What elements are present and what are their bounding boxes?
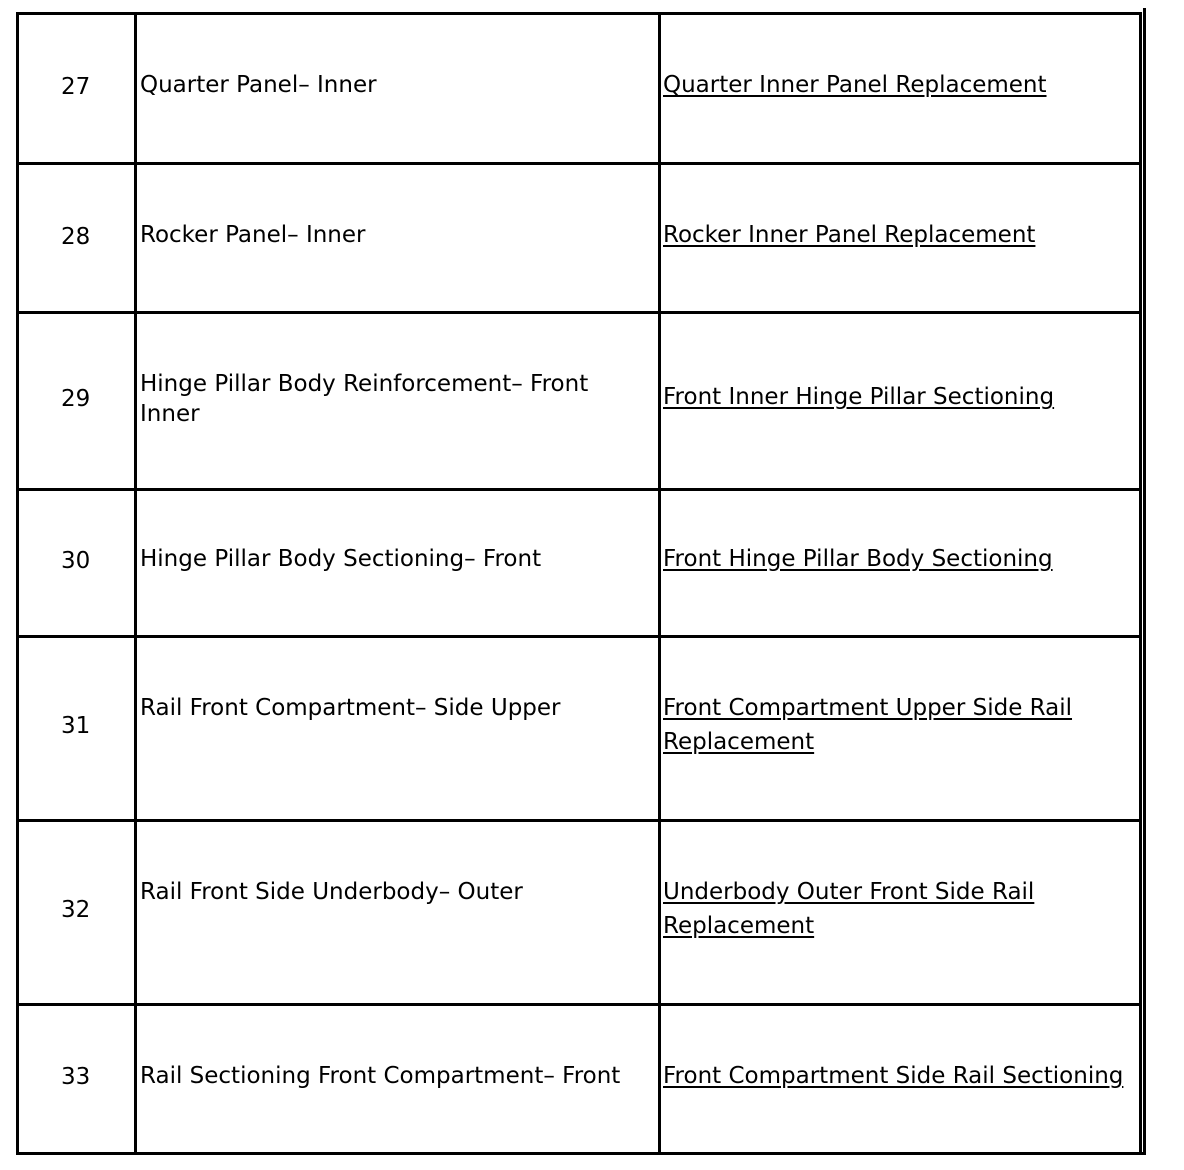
table-bottom-border — [16, 1152, 1146, 1155]
procedure-link[interactable]: Front Inner Hinge Pillar Sectioning — [663, 384, 1055, 410]
table-row — [16, 819, 1146, 1003]
procedure-cell — [658, 162, 1142, 311]
procedure-cell — [658, 12, 1142, 162]
procedure-cell — [658, 819, 1142, 1003]
row-number: 33 — [61, 1064, 91, 1090]
number-cell — [16, 311, 134, 488]
table-row — [16, 1003, 1146, 1152]
component-cell — [134, 488, 658, 635]
procedure-cell — [658, 488, 1142, 635]
number-cell — [16, 635, 134, 819]
row-number: 32 — [61, 897, 91, 923]
component-cell — [134, 819, 658, 1003]
procedure-link[interactable]: Front Compartment Side Rail Sectioning — [663, 1063, 1124, 1089]
table-right-border — [1143, 8, 1146, 1155]
table-row — [16, 162, 1146, 311]
procedure-link[interactable]: Quarter Inner Panel Replacement — [663, 72, 1047, 98]
table-row — [16, 488, 1146, 635]
row-number: 28 — [61, 224, 91, 250]
row-number: 27 — [61, 74, 91, 100]
number-cell — [16, 819, 134, 1003]
component-name: Quarter Panel– Inner — [140, 72, 377, 98]
component-cell — [134, 1003, 658, 1152]
procedure-cell — [658, 635, 1142, 819]
component-name: Rail Front Side Underbody– Outer — [140, 879, 523, 905]
component-name: Rocker Panel– Inner — [140, 222, 366, 248]
number-cell — [16, 12, 134, 162]
row-number: 31 — [61, 713, 91, 739]
component-cell — [134, 12, 658, 162]
procedure-cell — [658, 1003, 1142, 1152]
procedure-link[interactable]: Underbody Outer Front Side Rail Replacement — [663, 879, 1035, 939]
table-row — [16, 311, 1146, 488]
procedure-link[interactable]: Rocker Inner Panel Replacement — [663, 222, 1036, 248]
component-cell — [134, 635, 658, 819]
component-name: Hinge Pillar Body Sectioning– Front — [140, 546, 542, 572]
number-cell — [16, 1003, 134, 1152]
table-row — [16, 12, 1146, 162]
component-name: Rail Sectioning Front Compartment– Front — [140, 1063, 621, 1089]
component-cell — [134, 311, 658, 488]
component-cell — [134, 162, 658, 311]
table-row — [16, 635, 1146, 819]
procedure-link[interactable]: Front Hinge Pillar Body Sectioning — [663, 546, 1053, 572]
row-number: 29 — [61, 386, 91, 412]
number-cell — [16, 488, 134, 635]
procedure-cell — [658, 311, 1142, 488]
component-name: Hinge Pillar Body Reinforcement– Front Inner — [140, 371, 589, 427]
number-cell — [16, 162, 134, 311]
component-name: Rail Front Compartment– Side Upper — [140, 695, 561, 721]
row-number: 30 — [61, 548, 91, 574]
procedure-link[interactable]: Front Compartment Upper Side Rail Replacement — [663, 695, 1073, 755]
